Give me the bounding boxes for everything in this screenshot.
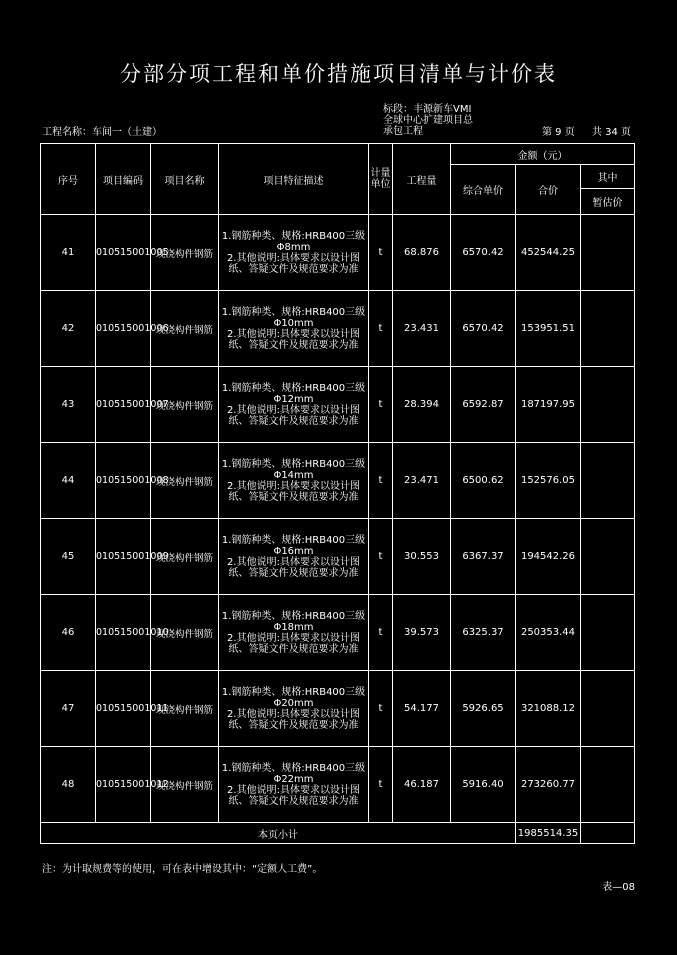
row-total: 152576.05	[516, 443, 581, 519]
row-qty: 54.177	[393, 671, 451, 747]
row-feature: 1.钢筋种类、规格:HRB400三级Φ10mm 2.其他说明:具体要求以设计图纸、答疑文件及规范要求为准	[219, 291, 369, 367]
row-feature: 1.钢筋种类、规格:HRB400三级Φ8mm 2.其他说明:具体要求以设计图纸、答疑文件及规范要求为准	[219, 215, 369, 291]
row-unit-price: 5916.40	[451, 747, 516, 823]
header-code: 项目编码	[96, 144, 151, 215]
header-unit: 计量单位	[369, 144, 393, 215]
row-code: 010515001011	[96, 671, 151, 747]
row-total: 452544.25	[516, 215, 581, 291]
section-info	[383, 104, 473, 137]
row-seq: 48	[41, 747, 96, 823]
row-total: 250353.44	[516, 595, 581, 671]
row-seq: 47	[41, 671, 96, 747]
row-unit-price: 6570.42	[451, 291, 516, 367]
row-code: 010515001007	[96, 367, 151, 443]
subtotal-row	[41, 823, 635, 844]
table-row	[41, 519, 635, 595]
table-row	[41, 215, 635, 291]
row-unit-price: 6367.37	[451, 519, 516, 595]
row-seq: 44	[41, 443, 96, 519]
table-body	[41, 215, 635, 823]
row-qty: 23.471	[393, 443, 451, 519]
section-line: 全球中心扩建项目总	[383, 115, 473, 126]
row-name: 现浇构件钢筋	[151, 367, 219, 443]
row-qty: 39.573	[393, 595, 451, 671]
row-feature: 1.钢筋种类、规格:HRB400三级Φ14mm 2.其他说明:具体要求以设计图纸、答疑文件及规范要求为准	[219, 443, 369, 519]
row-unit: t	[369, 215, 393, 291]
row-feature: 1.钢筋种类、规格:HRB400三级Φ12mm 2.其他说明:具体要求以设计图纸、答疑文件及规范要求为准	[219, 367, 369, 443]
row-unit: t	[369, 671, 393, 747]
page-current: 第 9 页	[541, 127, 575, 138]
row-provisional	[581, 215, 635, 291]
row-seq: 42	[41, 291, 96, 367]
row-unit: t	[369, 443, 393, 519]
row-unit: t	[369, 595, 393, 671]
row-provisional	[581, 291, 635, 367]
row-total: 273260.77	[516, 747, 581, 823]
row-provisional	[581, 747, 635, 823]
row-code: 010515001006	[96, 291, 151, 367]
header-feature: 项目特征描述	[219, 144, 369, 215]
table-row	[41, 291, 635, 367]
row-qty: 23.431	[393, 291, 451, 367]
page-title: 分部分项工程和单价措施项目清单与计价表	[120, 62, 557, 86]
table-row	[41, 367, 635, 443]
row-unit: t	[369, 291, 393, 367]
row-qty: 30.553	[393, 519, 451, 595]
table-row	[41, 595, 635, 671]
row-unit: t	[369, 747, 393, 823]
row-provisional	[581, 519, 635, 595]
row-code: 010515001009	[96, 519, 151, 595]
row-unit-price: 5926.65	[451, 671, 516, 747]
row-name: 现浇构件钢筋	[151, 291, 219, 367]
row-qty: 46.187	[393, 747, 451, 823]
header-total: 合价	[516, 165, 581, 215]
page-indicator	[528, 127, 631, 138]
page-total: 共 34 页	[591, 127, 631, 138]
header-provisional: 暂估价	[581, 189, 635, 215]
row-name: 现浇构件钢筋	[151, 747, 219, 823]
table-row	[41, 443, 635, 519]
row-name: 现浇构件钢筋	[151, 671, 219, 747]
row-unit: t	[369, 367, 393, 443]
subtotal-label: 本页小计	[41, 823, 516, 844]
row-code: 010515001005	[96, 215, 151, 291]
header-unit-price: 综合单价	[451, 165, 516, 215]
header-qty: 工程量	[393, 144, 451, 215]
section-line: 标段：丰源新车VMI	[383, 104, 472, 115]
row-code: 010515001008	[96, 443, 151, 519]
row-seq: 41	[41, 215, 96, 291]
row-provisional	[581, 443, 635, 519]
row-name: 现浇构件钢筋	[151, 595, 219, 671]
section-line: 承包工程	[383, 126, 423, 137]
row-feature: 1.钢筋种类、规格:HRB400三级Φ18mm 2.其他说明:具体要求以设计图纸、答疑文件及规范要求为准	[219, 595, 369, 671]
header-name: 项目名称	[151, 144, 219, 215]
row-feature: 1.钢筋种类、规格:HRB400三级Φ22mm 2.其他说明:具体要求以设计图纸、答疑文件及规范要求为准	[219, 747, 369, 823]
form-number: 表—08	[602, 882, 635, 893]
row-provisional	[581, 367, 635, 443]
subtotal-value: 1985514.35	[516, 823, 581, 844]
row-seq: 46	[41, 595, 96, 671]
subtotal-provisional	[581, 823, 635, 844]
row-name: 现浇构件钢筋	[151, 215, 219, 291]
row-name: 现浇构件钢筋	[151, 519, 219, 595]
row-seq: 43	[41, 367, 96, 443]
row-total: 194542.26	[516, 519, 581, 595]
table-row	[41, 671, 635, 747]
row-feature: 1.钢筋种类、规格:HRB400三级Φ16mm 2.其他说明:具体要求以设计图纸、答疑文件及规范要求为准	[219, 519, 369, 595]
row-feature: 1.钢筋种类、规格:HRB400三级Φ20mm 2.其他说明:具体要求以设计图纸、答疑文件及规范要求为准	[219, 671, 369, 747]
row-seq: 45	[41, 519, 96, 595]
row-unit-price: 6325.37	[451, 595, 516, 671]
table-note: 注：为计取规费等的使用，可在表中增设其中：“定额人工费”。	[42, 864, 323, 875]
row-unit-price: 6592.87	[451, 367, 516, 443]
row-total: 153951.51	[516, 291, 581, 367]
row-provisional	[581, 671, 635, 747]
table-row	[41, 747, 635, 823]
row-total: 321088.12	[516, 671, 581, 747]
row-provisional	[581, 595, 635, 671]
row-unit-price: 6500.62	[451, 443, 516, 519]
row-name: 现浇构件钢筋	[151, 443, 219, 519]
row-unit-price: 6570.42	[451, 215, 516, 291]
row-qty: 68.876	[393, 215, 451, 291]
header-amount: 金额（元）	[451, 144, 635, 165]
row-code: 010515001010	[96, 595, 151, 671]
header-seq: 序号	[41, 144, 96, 215]
row-total: 187197.95	[516, 367, 581, 443]
row-unit: t	[369, 519, 393, 595]
project-name: 工程名称：车间一（土建）	[42, 127, 162, 138]
header-of-which: 其中	[581, 165, 635, 189]
row-code: 010515001012	[96, 747, 151, 823]
bill-table	[40, 143, 635, 844]
row-qty: 28.394	[393, 367, 451, 443]
